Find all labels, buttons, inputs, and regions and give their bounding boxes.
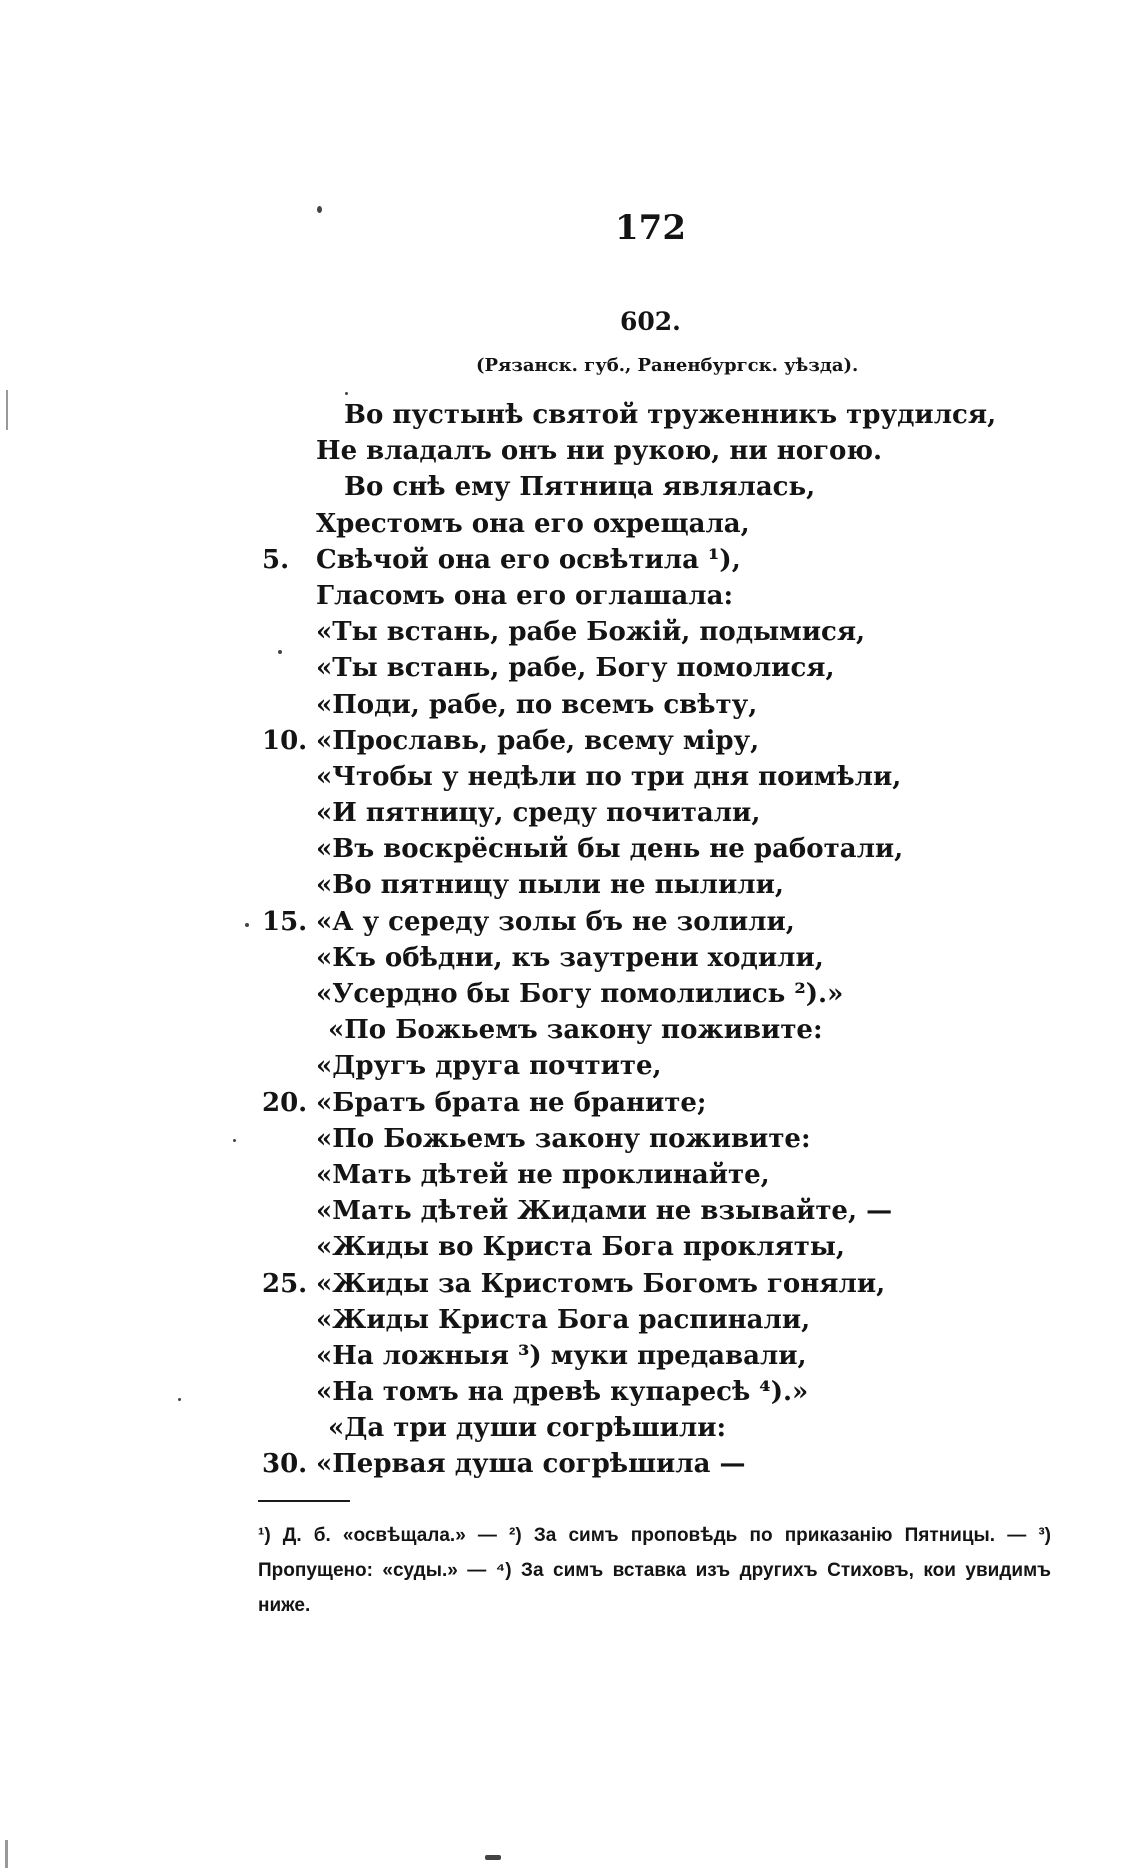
- poem-line: [0, 578, 1140, 614]
- line-text: «Другъ друга почтите,: [316, 1051, 662, 1082]
- scan-speck: [178, 1398, 181, 1401]
- line-number: 15.: [262, 906, 308, 937]
- poem-line: [0, 469, 1140, 505]
- footnote-rule: [258, 1500, 350, 1502]
- line-number: 5.: [262, 544, 290, 575]
- line-text: «А у середу золы бъ не золили,: [316, 906, 795, 937]
- line-text: «Прославь, рабе, всему міру,: [316, 725, 760, 756]
- line-text: Во пустынѣ святой труженникъ трудился,: [344, 400, 997, 430]
- poem-line: [0, 1410, 1140, 1446]
- line-text: «Мать дѣтей не проклинайте,: [316, 1159, 770, 1190]
- poem-line: [0, 687, 1140, 723]
- scan-edge-mark: [5, 1840, 8, 1868]
- line-text: «Жиды Криста Бога распинали,: [316, 1304, 811, 1335]
- poem-line: [0, 650, 1140, 686]
- poem-line: [0, 397, 1140, 433]
- line-number: 20.: [262, 1087, 308, 1118]
- line-text: «Мать дѣтей Жидами не взывайте, —: [316, 1196, 893, 1227]
- poem-line: [0, 1085, 1140, 1121]
- line-text: «Братъ брата не браните;: [316, 1087, 707, 1118]
- poem-line: [0, 1048, 1140, 1084]
- poem-line: [0, 1446, 1140, 1482]
- poem-line: [0, 1302, 1140, 1338]
- poem-line: [0, 1121, 1140, 1157]
- scan-speck: [485, 1855, 501, 1860]
- poem-number: 602.: [620, 307, 681, 336]
- poem-line: [0, 614, 1140, 650]
- line-text: Гласомъ она его оглашала:: [316, 580, 734, 611]
- scan-speck: [345, 392, 348, 395]
- poem-line: [0, 433, 1140, 469]
- poem-line: [0, 904, 1140, 940]
- line-text: «По Божьемъ закону поживите:: [316, 1123, 811, 1154]
- line-number: 25.: [262, 1268, 308, 1299]
- poem-line: [0, 1338, 1140, 1374]
- page-number: 172: [615, 208, 686, 248]
- poem-line: [0, 1374, 1140, 1410]
- poem-line: [0, 940, 1140, 976]
- poem-line: [0, 1193, 1140, 1229]
- poem-line: [0, 723, 1140, 759]
- line-text: «Да три души согрѣшили:: [328, 1413, 727, 1444]
- poem-line: [0, 1266, 1140, 1302]
- poem-line: [0, 1157, 1140, 1193]
- poem-line: [0, 542, 1140, 578]
- poem-body: [0, 397, 1140, 1483]
- line-text: «Жиды за Кристомъ Богомъ гоняли,: [316, 1268, 886, 1299]
- poem-line: [0, 506, 1140, 542]
- poem-line: [0, 867, 1140, 903]
- line-number: 10.: [262, 725, 308, 756]
- line-text: «Первая душа согрѣшила —: [316, 1449, 746, 1480]
- poem-line: [0, 831, 1140, 867]
- line-number: 30.: [262, 1449, 308, 1480]
- line-text: «Ты встань, рабе, Богу помолися,: [316, 653, 835, 684]
- line-text: Не владалъ онъ ни рукою, ни ногою.: [316, 436, 883, 467]
- line-text: Свѣчой она его освѣтила ¹),: [316, 544, 741, 575]
- line-text: «По Божьемъ закону поживите:: [328, 1015, 823, 1046]
- line-text: «Поди, рабе, по всемъ свѣту,: [316, 689, 758, 720]
- scan-speck: [317, 206, 322, 213]
- line-text: «Жиды во Криста Бога прокляты,: [316, 1232, 845, 1263]
- scan-speck: [233, 1139, 236, 1142]
- scan-speck: [245, 923, 249, 927]
- poem-line: [0, 1012, 1140, 1048]
- footnotes: ¹) Д. б. «освѣщала.» — ²) За симъ проповѣдь по приказанію Пятницы. — ³) Пропущено: «суды.» — ⁴) За симъ вставка изъ другихъ Стиховъ, кои увидимъ ниже.: [258, 1525, 1051, 1616]
- line-text: Во снѣ ему Пятница являлась,: [344, 472, 816, 503]
- scan-edge-mark: [6, 390, 8, 430]
- line-text: «Въ воскрёсный бы день не работали,: [316, 834, 904, 865]
- line-text: «Чтобы у недѣли по три дня поимѣли,: [316, 761, 902, 792]
- poem-subtitle: (Рязанск. губ., Раненбургск. уѣзда).: [476, 355, 859, 376]
- line-text: «На ложныя ³) муки предавали,: [316, 1340, 807, 1371]
- poem-line: [0, 795, 1140, 831]
- poem-line: [0, 1229, 1140, 1265]
- poem-line: [0, 976, 1140, 1012]
- line-text: Хрестомъ она его охрещала,: [316, 508, 750, 539]
- line-text: «Ты встань, рабе Божій, подымися,: [316, 617, 866, 648]
- line-text: «И пятницу, среду почитали,: [316, 798, 761, 829]
- poem-line: [0, 759, 1140, 795]
- scan-speck: [278, 650, 282, 654]
- line-text: «Усердно бы Богу помолились ²).»: [316, 979, 844, 1009]
- line-text: «Во пятницу пыли не пылили,: [316, 870, 784, 901]
- line-text: «На томъ на древѣ купаресѣ ⁴).»: [316, 1377, 809, 1408]
- line-text: «Къ обѣдни, къ заутрени ходили,: [316, 942, 824, 973]
